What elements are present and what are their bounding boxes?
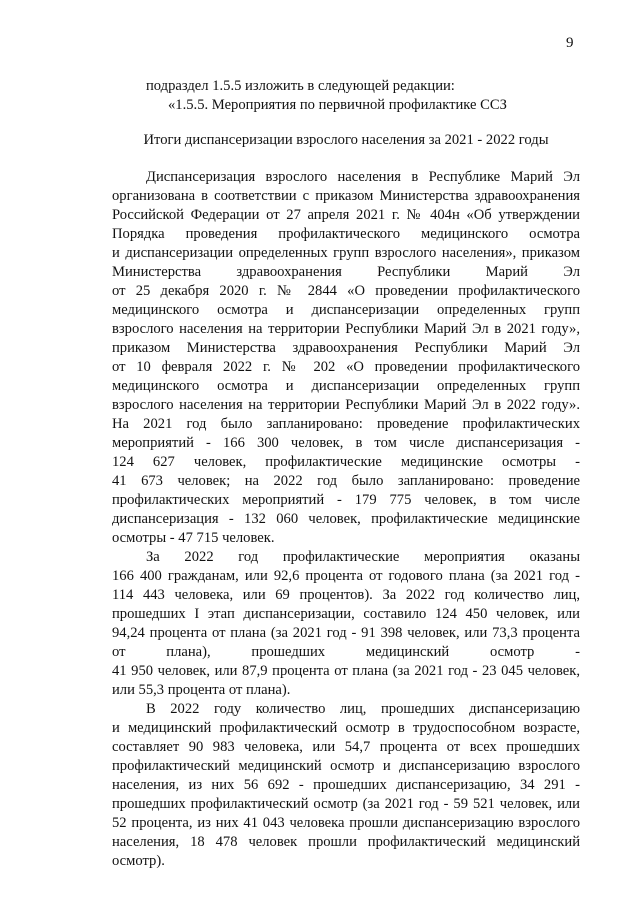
paragraph-line: Министерства здравоохранения Республики Марий Эл — [112, 264, 580, 280]
paragraph-line: и медицинский профилактический осмотр в трудоспособном возрасте, — [112, 720, 580, 736]
paragraph-line: медицинского осмотра и диспансеризации определенных групп — [112, 378, 580, 394]
paragraph-line: взрослого населения на территории Республики Марий Эл в 2022 году». — [112, 397, 580, 413]
paragraph-line: от 10 февраля 2022 г. № 202 «О проведении профилактического — [112, 359, 580, 375]
paragraph-line: На 2021 год было запланировано: проведение профилактических — [112, 416, 580, 432]
section-title: Итоги диспансеризации взрослого населения за 2021 - 2022 годы — [143, 132, 549, 148]
paragraph-line: профилактический медицинский осмотр и диспансеризацию взрослого — [112, 758, 580, 774]
paragraph-line: и диспансеризации определенных групп взрослого населения», приказом — [112, 245, 580, 261]
paragraph-line: 41 673 человек; на 2022 год было запланировано: проведение — [112, 473, 580, 489]
paragraph-line: Порядка проведения профилактического медицинского осмотра — [112, 226, 580, 242]
paragraph-line: осмотры - 47 715 человек. — [112, 530, 275, 546]
paragraph-line: За 2022 год профилактические мероприятия оказаны — [146, 549, 580, 565]
subsection-heading: «1.5.5. Мероприятия по первичной профилактике ССЗ — [168, 97, 507, 113]
text-line: подраздел 1.5.5 изложить в следующей редакции: — [146, 78, 455, 94]
paragraph-line: 41 950 человек, или 87,9 процента от плана (за 2021 год - 23 045 человек, — [112, 663, 580, 679]
paragraph-line: от 25 декабря 2020 г. № 2844 «О проведении профилактического — [112, 283, 580, 299]
paragraph-line: прошедших I этап диспансеризации, составило 124 450 человек, или — [112, 606, 580, 622]
paragraph-line: прошедших профилактический осмотр (за 2021 год - 59 521 человек, или — [112, 796, 580, 812]
paragraph-line: взрослого населения на территории Республики Марий Эл в 2021 году», — [112, 321, 580, 337]
paragraph-line: В 2022 году количество лиц, прошедших диспансеризацию — [146, 701, 580, 717]
paragraph-line: мероприятий - 166 300 человек, в том числе диспансеризация - — [112, 435, 580, 451]
paragraph-line: медицинского осмотра и диспансеризации определенных групп — [112, 302, 580, 318]
paragraph-line: организована в соответствии с приказом Министерства здравоохранения — [112, 188, 580, 204]
paragraph-line: 52 процента, из них 41 043 человека прошли диспансеризацию взрослого — [112, 815, 580, 831]
paragraph-line: Российской Федерации от 27 апреля 2021 г. № 404н «Об утверждении — [112, 207, 580, 223]
paragraph-line: населения, 18 478 человек прошли профилактический медицинский — [112, 834, 580, 850]
paragraph-line: от плана), прошедших медицинский осмотр - — [112, 644, 580, 660]
paragraph-line: 124 627 человек, профилактические медицинские осмотры - — [112, 454, 580, 470]
paragraph-line: Диспансеризация взрослого населения в Республике Марий Эл — [146, 169, 580, 185]
paragraph-line: составляет 90 983 человека, или 54,7 процента от всех прошедших — [112, 739, 580, 755]
page-number: 9 — [566, 35, 574, 51]
paragraph-line: диспансеризация - 132 060 человек, профилактические медицинские — [112, 511, 580, 527]
paragraph-line: 114 443 человека, или 69 процентов). За 2022 год количество лиц, — [112, 587, 580, 603]
paragraph-line: населения, из них 56 692 - прошедших диспансеризацию, 34 291 - — [112, 777, 580, 793]
paragraph-line: профилактических мероприятий - 179 775 человек, в том числе — [112, 492, 580, 508]
paragraph-line: осмотр). — [112, 853, 165, 869]
paragraph-line: 94,24 процента от плана (за 2021 год - 91 398 человек, или 73,3 процента — [112, 625, 580, 641]
paragraph-line: приказом Министерства здравоохранения Республики Марий Эл — [112, 340, 580, 356]
paragraph-line: 166 400 гражданам, или 92,6 процента от годового плана (за 2021 год - — [112, 568, 580, 584]
paragraph-line: или 55,3 процента от плана). — [112, 682, 291, 698]
